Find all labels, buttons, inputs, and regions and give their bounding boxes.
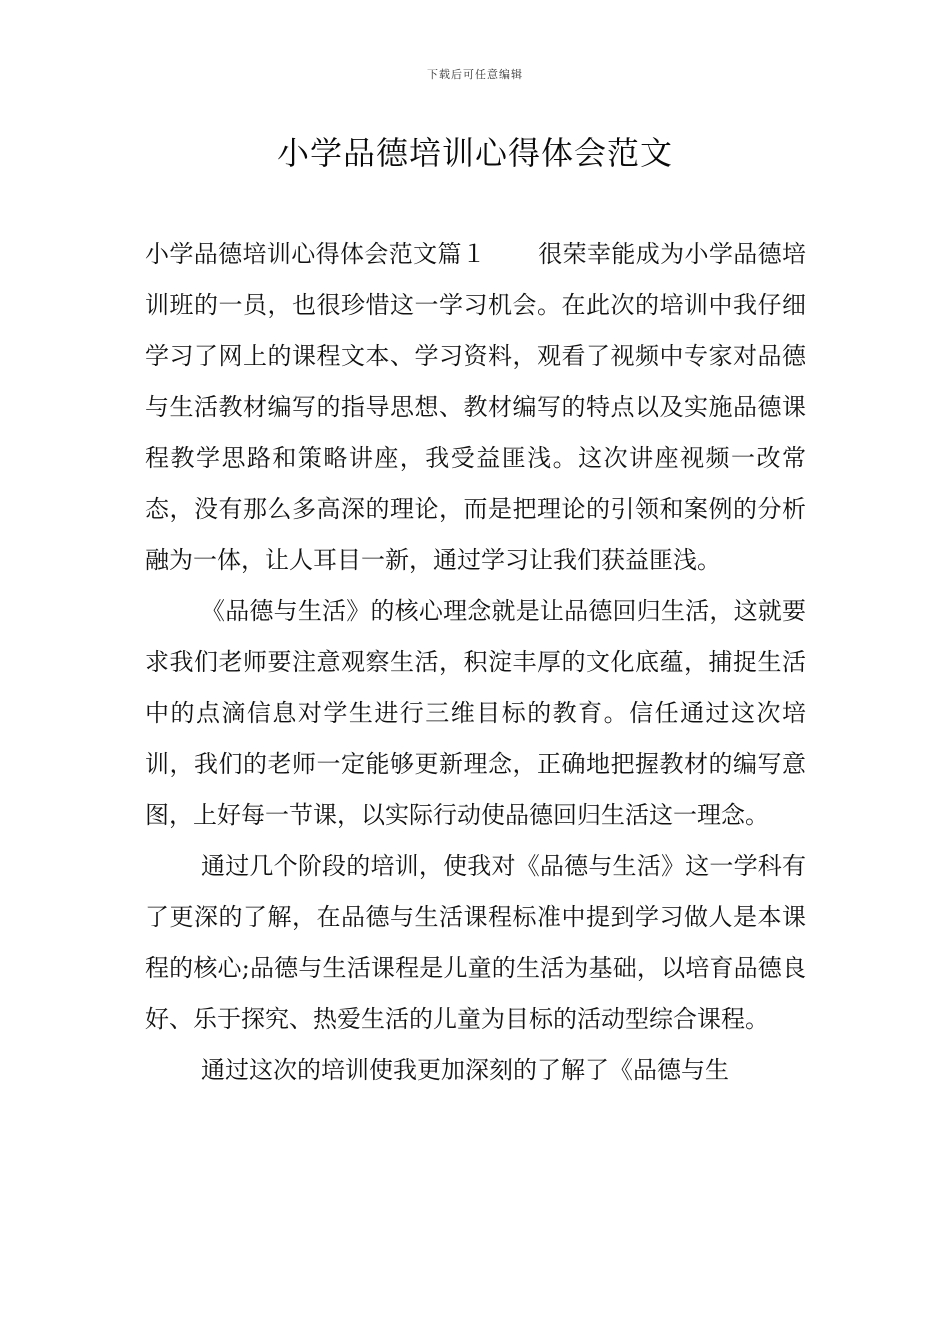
document-title: 小学品德培训心得体会范文	[276, 134, 673, 172]
paragraph-1-text: 很荣幸能成为小学品德培训班的一员，也很珍惜这一学习机会。在此次的培训中我仔细学习了网上的课程文本、学习资料，观看了视频中专家对品德与生活教材编写的指导思想、教材编写的特点以及实施品德课程教学思路和策略讲座，我受益匪浅。这次讲座视频一改常态，没有那么多高深的理论，而是把理论的引领和案例的分析融为一体，让人耳目一新，通过学习让我们获益匪浅。	[145, 240, 806, 574]
paragraph-2: 《品德与生活》的核心理念就是让品德回归生活，这就要求我们老师要注意观察生活，积淀丰厚的文化底蕴，捕捉生活中的点滴信息对学生进行三维目标的教育。信任通过这次培训，我们的老师一定能够更新理念，正确地把握教材的编写意图，上好每一节课，以实际行动使品德回归生活这一理念。	[145, 597, 806, 829]
paragraph-4: 通过这次的培训使我更加深刻的了解了《品德与生	[201, 1056, 729, 1084]
paragraph-3: 通过几个阶段的培训，使我对《品德与生活》这一学科有了更深的了解，在品德与生活课程标准中提到学习做人是本课程的核心;品德与生活课程是儿童的生活为基础，以培育品德良好、乐于探究、热爱生活的儿童为目标的活动型综合课程。	[145, 852, 806, 1033]
paragraph-1	[145, 229, 806, 586]
section-heading: 小学品德培训心得体会范文篇１	[145, 240, 487, 268]
header-note: 下载后可任意编辑	[427, 68, 523, 81]
document-body	[145, 229, 806, 1096]
